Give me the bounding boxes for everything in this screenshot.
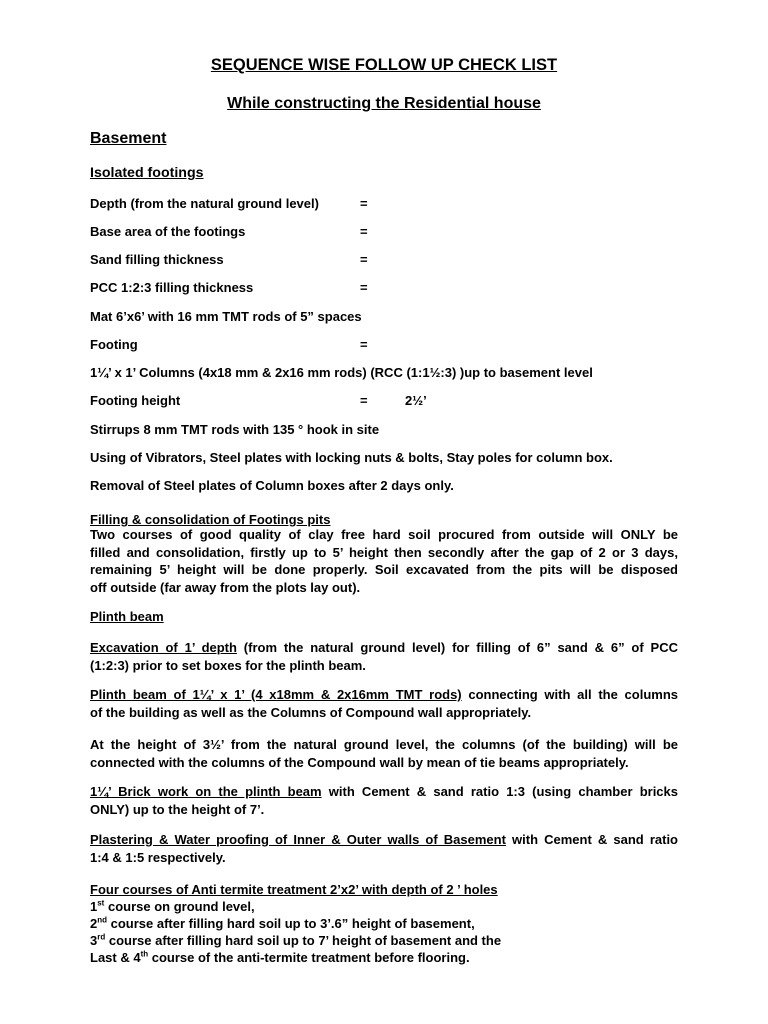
filling-line: remaining 5’ height will be done properly. Soil excavated from the pits will be disposed bbox=[90, 562, 678, 577]
filling-line: filled and consolidation, firstly up to 5’ height then secondly after the gap of 2 or 3 days, bbox=[90, 544, 678, 560]
base-area-label: Base area of the footings bbox=[90, 224, 246, 239]
sand-filling-label: Sand filling thickness bbox=[90, 252, 224, 267]
stirrups-line: Stirrups 8 mm TMT rods with 135 ° hook in site bbox=[90, 422, 380, 437]
plastering-underlined: Plastering & Water proofing of Inner & Outer walls of Basement bbox=[90, 832, 506, 847]
excavation-underlined: Excavation of 1’ depth bbox=[90, 640, 237, 655]
footing-height-equals: = bbox=[360, 393, 368, 408]
mat-line: Mat 6’x6’ with 16 mm TMT rods of 5” spaces bbox=[90, 309, 362, 324]
isolated-footings-heading: Isolated footings bbox=[90, 165, 204, 181]
brick-work-underlined: 1¼’ Brick work on the plinth beam bbox=[90, 784, 322, 799]
plastering-text: with Cement & sand ratio bbox=[505, 832, 679, 847]
base-area-equals: = bbox=[360, 224, 368, 239]
plinth-beam-line-2: of the building as well as the Columns of Compound wall appropriately. bbox=[90, 704, 532, 720]
plastering-paragraph bbox=[90, 831, 678, 866]
plinth-beam-heading: Plinth beam bbox=[90, 609, 164, 624]
brick-work-line-2: ONLY) up to the height of 7’. bbox=[90, 801, 265, 817]
removal-line: Removal of Steel plates of Column boxes after 2 days only. bbox=[90, 478, 454, 493]
vibrators-line: Using of Vibrators, Steel plates with locking nuts & bolts, Stay poles for column box. bbox=[90, 450, 613, 465]
filling-line: off outside (far away from the plots lay out). bbox=[90, 579, 361, 595]
sand-filling-equals: = bbox=[360, 252, 368, 267]
excavation-paragraph bbox=[90, 639, 678, 674]
document-subtitle: While constructing the Residential house bbox=[227, 95, 541, 112]
section-basement-heading: Basement bbox=[90, 130, 167, 147]
document-title: SEQUENCE WISE FOLLOW UP CHECK LIST bbox=[210, 56, 558, 74]
brick-work-text: with Cement & sand ratio 1:3 (using chamber bricks bbox=[321, 784, 678, 799]
plinth-beam-text: connecting with all the columns bbox=[461, 687, 679, 702]
footing-label: Footing bbox=[90, 337, 138, 352]
tie-beam-line-1: At the height of 3½’ from the natural ground level, the columns (of the building) will be bbox=[90, 737, 678, 752]
plinth-beam-underlined: Plinth beam of 1¼’ x 1’ (4 x18mm & 2x16mm TMT rods) bbox=[90, 687, 462, 702]
course-item: 2nd course after filling hard soil up to 3’.6” height of basement, bbox=[90, 915, 475, 931]
excavation-line-2: (1:2:3) prior to set boxes for the plinth beam. bbox=[90, 657, 366, 673]
tie-beam-line-2: connected with the columns of the Compound wall by mean of tie beams appropriately. bbox=[90, 754, 629, 770]
course-item: 1st course on ground level, bbox=[90, 898, 255, 914]
pcc-equals: = bbox=[360, 280, 368, 295]
filling-paragraph bbox=[90, 526, 678, 596]
plastering-line-2: 1:4 & 1:5 respectively. bbox=[90, 849, 226, 865]
pcc-label: PCC 1:2:3 filling thickness bbox=[90, 280, 254, 295]
footing-height-value: 2½’ bbox=[405, 393, 427, 408]
course-item: Last & 4th course of the anti-termite treatment before flooring. bbox=[90, 949, 470, 965]
filling-heading: Filling & consolidation of Footings pits bbox=[90, 512, 331, 527]
footing-height-label: Footing height bbox=[90, 393, 181, 408]
anti-termite-list bbox=[90, 898, 501, 966]
depth-equals: = bbox=[360, 196, 368, 211]
plinth-beam-paragraph bbox=[90, 686, 678, 721]
tie-beam-paragraph bbox=[90, 736, 678, 771]
excavation-text: (from the natural ground level) for filling of 6” sand & 6” of PCC bbox=[236, 640, 678, 655]
footing-equals: = bbox=[360, 337, 368, 352]
course-item: 3rd course after filling hard soil up to 7’ height of basement and the bbox=[90, 932, 502, 948]
columns-line: 1¼’ x 1’ Columns (4x18 mm & 2x16 mm rods) (RCC (1:1½:3) )up to basement level bbox=[90, 365, 593, 380]
filling-line: Two courses of good quality of clay free hard soil procured from outside will ONLY be bbox=[90, 527, 678, 542]
anti-termite-heading: Four courses of Anti termite treatment 2’x2’ with depth of 2 ’ holes bbox=[90, 882, 498, 897]
depth-label: Depth (from the natural ground level) bbox=[90, 196, 319, 211]
brick-work-paragraph bbox=[90, 783, 678, 818]
